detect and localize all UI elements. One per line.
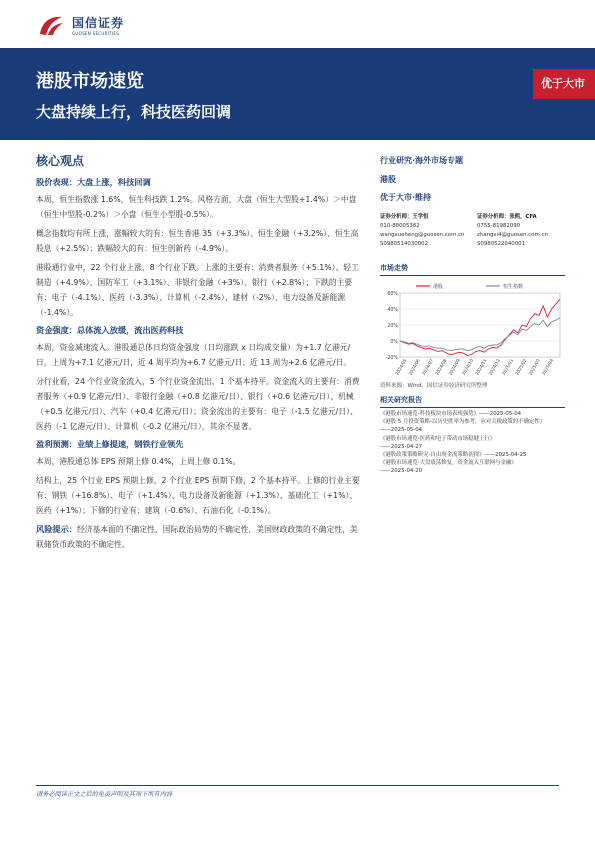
- risk-label: 风险提示：: [36, 524, 77, 534]
- report-link[interactable]: 《港股 5 月投资策略-以历史胜率为参考，应对关税政策的不确定性》: [380, 419, 546, 426]
- paragraph: 本周，恒生指数涨 1.6%，恒生科技跌 1.2%。风格方面，大盘（恒生大型股+1.4%）＞中盘（恒生中型股-0.2%）＞小盘（恒生小型股-0.5%）。: [36, 195, 357, 219]
- report-date: ——2025-04-27: [380, 443, 423, 450]
- x-tick-label: 2025/02: [515, 358, 529, 377]
- report-title: 港股市场速览: [36, 71, 144, 92]
- analyst-name: 证券分析师：张熙，CFA: [477, 214, 537, 220]
- brand-logo: [36, 12, 146, 42]
- x-tick-label: 2025/04: [541, 358, 556, 377]
- paragraph: 本周，港股通总体 EPS 预期上修 0.4%，上周上修 0.1%。: [36, 457, 241, 466]
- legend-label: 港股: [433, 284, 444, 290]
- analyst-card: [380, 213, 468, 249]
- analyst-license: S0980514030002: [380, 241, 429, 247]
- y-tick-label: 60%: [387, 291, 398, 297]
- report-link[interactable]: 《港股政策策略研究-自由现金流策略初探》: [380, 452, 485, 459]
- analyst-name: 证券分析师：王学恒: [380, 214, 429, 220]
- footer-disclaimer: 请务必阅读正文之后的免责声明及其项下所有内容: [36, 791, 173, 798]
- related-reports-title: 相关研究报告: [380, 395, 565, 408]
- related-reports-list: [380, 410, 565, 476]
- market-trend-svg: [380, 279, 565, 379]
- report-date: ——2025-04-25: [484, 452, 527, 459]
- subhead-price: 股价表现：大盘上涨，科技回调: [36, 177, 151, 187]
- related-report-item[interactable]: [380, 459, 565, 475]
- paragraph: 结构上，25 个行业 EPS 预期上修，2 个行业 EPS 预期下修，2 个基本持平。上修的行业主要有：钢铁（+16.8%）、电子（+1.4%）、电力设备及新能源（+1.3%）、基础化工（+1%）、医药（+1%）；下修的行业有：建筑（-0.6%）、石油石化（-0.1%）。: [36, 476, 360, 515]
- x-tick-label: 2024/05: [395, 358, 409, 377]
- rating-badge: 优于大市: [533, 69, 595, 99]
- risk-warning: [36, 522, 361, 552]
- x-tick-label: 2024/06: [408, 358, 422, 377]
- report-subtitle: 大盘持续上行，科技医药回调: [36, 103, 232, 121]
- y-tick-label: -20%: [385, 355, 398, 361]
- paragraph: 港股通行业中，22 个行业上涨，8 个行业下跌。上涨的主要有：消费者服务（+5.1%）、轻工制造（+4.9%）、国防军工（+3.1%）、非银行金融（+3%）、银行（+2.8%）；下跌的主要有：电子（-4.1%）、医药（-3.3%）、计算机（-2.4%）、建材（-2%）、电力设备及新能源（-1.4%）。: [36, 263, 359, 317]
- section-title: 核心观点: [36, 154, 85, 168]
- subhead-earnings: 盈利预测：业绩上修提速，钢铁行业领先: [36, 439, 184, 449]
- header-banner: [0, 48, 595, 140]
- brand-name-cn: 国信证券: [72, 16, 125, 30]
- brand-name-en: GUOSEN SECURITIES: [72, 31, 120, 36]
- market-trend-chart: [380, 279, 565, 379]
- related-report-item[interactable]: [380, 410, 565, 418]
- industry-rating: 优于大市·维持: [380, 193, 432, 202]
- related-report-item[interactable]: [380, 435, 565, 451]
- analyst-phone: 0755-81982090: [477, 223, 521, 229]
- report-link[interactable]: 《港股市场速览-大盘震荡修复，资金流入互联网与金融》: [380, 460, 517, 467]
- y-tick-label: 0%: [390, 339, 398, 345]
- related-report-item[interactable]: [380, 418, 565, 434]
- chart-title: 市场走势: [380, 263, 565, 276]
- analyst-phone: 010-88005382: [380, 223, 420, 229]
- analyst-email[interactable]: zhangxi4@guosen.com.cn: [477, 232, 548, 238]
- report-date: ——2025-04-20: [380, 468, 423, 475]
- footer-divider: [36, 785, 559, 786]
- x-tick-label: 2024/12: [488, 358, 502, 377]
- analyst-email[interactable]: wangxueheng@guosen.com.cn: [380, 232, 465, 238]
- sidebar: [380, 155, 565, 476]
- related-report-item[interactable]: [380, 451, 565, 459]
- report-link[interactable]: 《港股市场速览-医药和电子带动市场稳健上行》: [380, 435, 496, 442]
- report-date: ——2025-05-04: [478, 411, 522, 417]
- series-line: [400, 318, 560, 351]
- core-views-column: [36, 152, 361, 556]
- y-tick-label: 40%: [387, 307, 398, 313]
- risk-text: 经济基本面的不确定性，国际政治局势的不确定性，美国财政政策的不确定性，美联储货币政策的不确定性。: [36, 525, 358, 549]
- paragraph: 本周，资金减速流入。港股通总体日均资金强度（日均涨跌 x 日均成交量）为+1.7 亿港元/日，上周为+7.1 亿港元/日，近 4 周平均为+6.7 亿港元/日；近 13 周为+2.6 亿港元/日。: [36, 343, 352, 367]
- x-tick-label: 2024/11: [475, 358, 489, 377]
- x-tick-label: 2025/03: [528, 358, 542, 377]
- chart-source: 资料来源：Wind、国信证券经济研究所整理: [380, 383, 488, 389]
- paragraph: 概念指数均有所上涨，涨幅较大的有：恒生香港 35（+3.3%）、恒生金融（+3.2%）、恒生高股息（+2.5%）；跌幅较大的有：恒生创新药（-4.9%）。: [36, 229, 359, 253]
- guosen-logo-icon: [36, 14, 66, 38]
- y-tick-label: 20%: [387, 323, 398, 329]
- subhead-capital: 资金强度：总体流入放缓，流出医药科技: [36, 325, 184, 335]
- x-tick-label: 2024/08: [435, 358, 449, 377]
- report-link[interactable]: 《港股市场速览-科技板块市场表现强势》: [380, 411, 479, 417]
- industry-name: 港股: [380, 175, 396, 184]
- paragraph: 分行业看，24 个行业资金流入，5 个行业资金流出，1 个基本持平。资金流入的主要有：消费者服务（+0.9 亿港元/日）、非银行金融（+0.8 亿港元/日）、银行（+0.6 亿港元/日）、机械（+0.5 亿港元/日）、汽车（+0.4 亿港元/日）；资金流出的主要有：电子（-1.5 亿港元/日）、医药（-1 亿港元/日）、计算机（-0.2 亿港元/日），其余不显著。: [36, 377, 360, 431]
- legend-label: 恒生指数: [503, 284, 524, 290]
- x-tick-label: 2024/07: [421, 358, 436, 377]
- analyst-list: [380, 213, 565, 249]
- analyst-license: S0980522040001: [477, 241, 526, 247]
- x-tick-label: 2024/10: [461, 358, 476, 377]
- analyst-card: [477, 213, 565, 249]
- x-tick-label: 2025/01: [501, 358, 516, 377]
- x-tick-label: 2024/09: [448, 358, 462, 377]
- report-category: 行业研究·海外市场专题: [380, 156, 464, 165]
- report-date: ——2025-05-04: [380, 427, 423, 434]
